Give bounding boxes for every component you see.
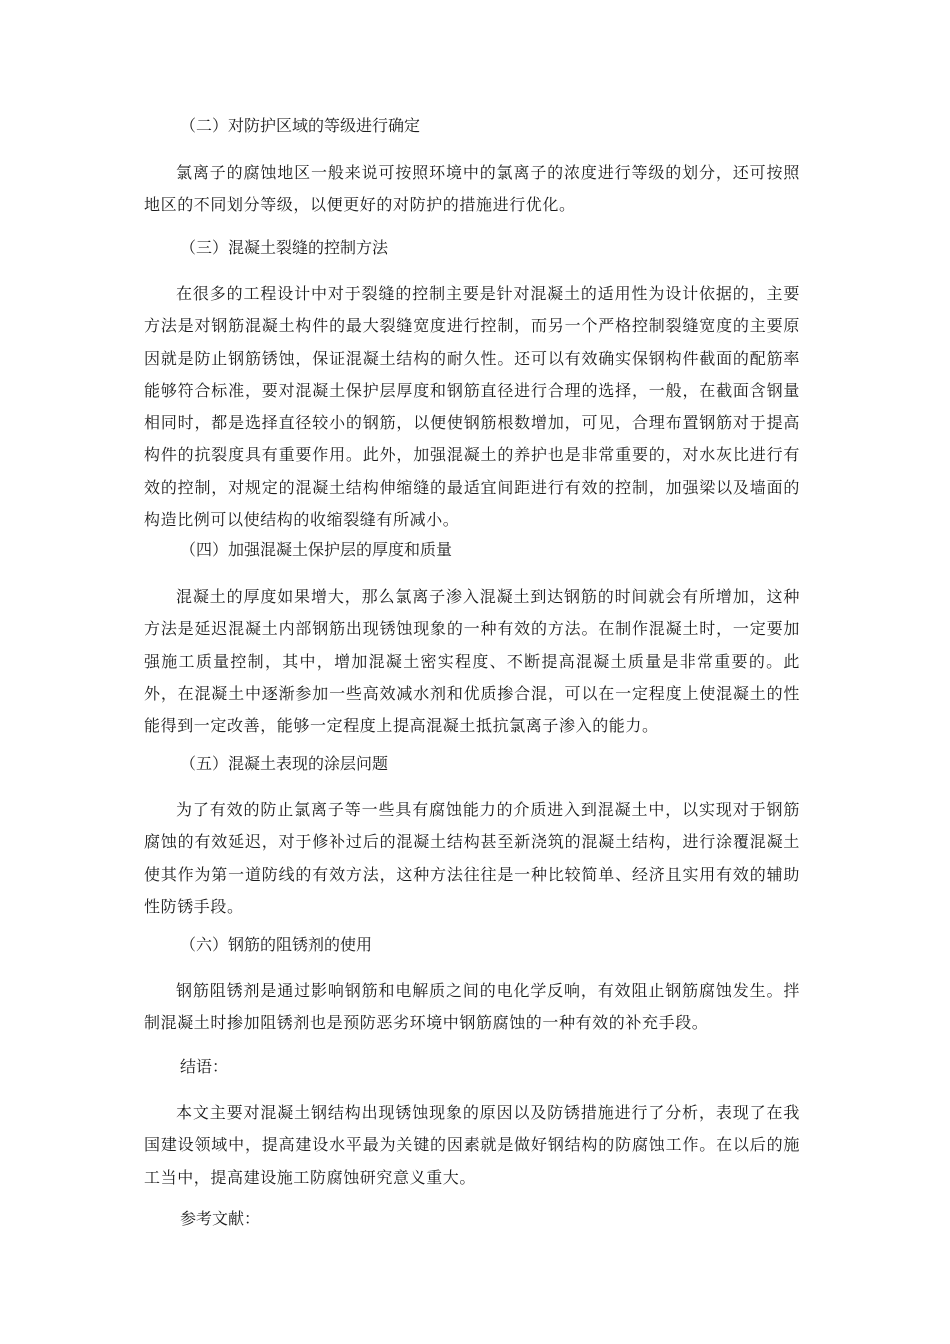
paragraph-coating: 为了有效的防止氯离子等一些具有腐蚀能力的介质进入到混凝土中，以实现对于钢筋腐蚀的有效延迟，对于修补过后的混凝土结构甚至新浇筑的混凝土结构，进行涂覆混凝土使其作为第一道防线的有效方法，这种方法往往是一种比较简单、经济且实用有效的辅助性防锈手段。: [144, 800, 800, 916]
section-heading-coating: （五）混凝土表现的涂层问题: [180, 754, 389, 773]
section-heading-conclusion: 结语：: [180, 1057, 229, 1076]
references-heading: 参考文献：: [180, 1209, 261, 1228]
section-heading-cover-thickness: （四）加强混凝土保护层的厚度和质量: [180, 540, 453, 559]
paragraph-protection-level: 氯离子的腐蚀地区一般来说可按照环境中的氯离子的浓度进行等级的划分，还可按照地区的不同划分等级，以便更好的对防护的措施进行优化。: [144, 163, 800, 215]
paragraph-cover-thickness: 混凝土的厚度如果增大，那么氯离子渗入混凝土到达钢筋的时间就会有所增加，这种方法是延迟混凝土内部钢筋出现锈蚀现象的一种有效的方法。在制作混凝土时，一定要加强施工质量控制，其中，增加混凝土密实程度、不断提高混凝土质量是非常重要的。此外，在混凝土中逐渐参加一些高效减水剂和优质掺合混，可以在一定程度上使混凝土的性能得到一定改善，能够一定程度上提高混凝土抵抗氯离子渗入的能力。: [144, 587, 800, 736]
section-heading-crack-control: （三）混凝土裂缝的控制方法: [180, 238, 389, 257]
paragraph-conclusion: 本文主要对混凝土钢结构出现锈蚀现象的原因以及防锈措施进行了分析，表现了在我国建设领域中，提高建设水平最为关键的因素就是做好钢结构的防腐蚀工作。在以后的施工当中，提高建设施工防腐蚀研究意义重大。: [144, 1103, 800, 1187]
section-heading-protection-level: （二）对防护区域的等级进行确定: [180, 116, 421, 135]
paragraph-inhibitor: 钢筋阻锈剂是通过影响钢筋和电解质之间的电化学反响，有效阻止钢筋腐蚀发生。拌制混凝土时掺加阻锈剂也是预防恶劣环境中钢筋腐蚀的一种有效的补充手段。: [144, 981, 800, 1033]
section-heading-inhibitor: （六）钢筋的阻锈剂的使用: [180, 935, 373, 954]
paragraph-crack-control: 在很多的工程设计中对于裂缝的控制主要是针对混凝土的适用性为设计依据的，主要方法是对钢筋混凝土构件的最大裂缝宽度进行控制，而另一个严格控制裂缝宽度的主要原因就是防止钢筋锈蚀，保证混凝土结构的耐久性。还可以有效确实保钢构件截面的配筋率能够符合标准，要对混凝土保护层厚度和钢筋直径进行合理的选择，一般，在截面含钢量相同时，都是选择直径较小的钢筋，以便使钢筋根数增加，可见，合理布置钢筋对于提高构件的抗裂度具有重要作用。此外，加强混凝土的养护也是非常重要的，对水灰比进行有效的控制，对规定的混凝土结构伸缩缝的最适宜间距进行有效的控制，加强梁以及墙面的构造比例可以使结构的收缩裂缝有所减小。: [144, 284, 800, 530]
